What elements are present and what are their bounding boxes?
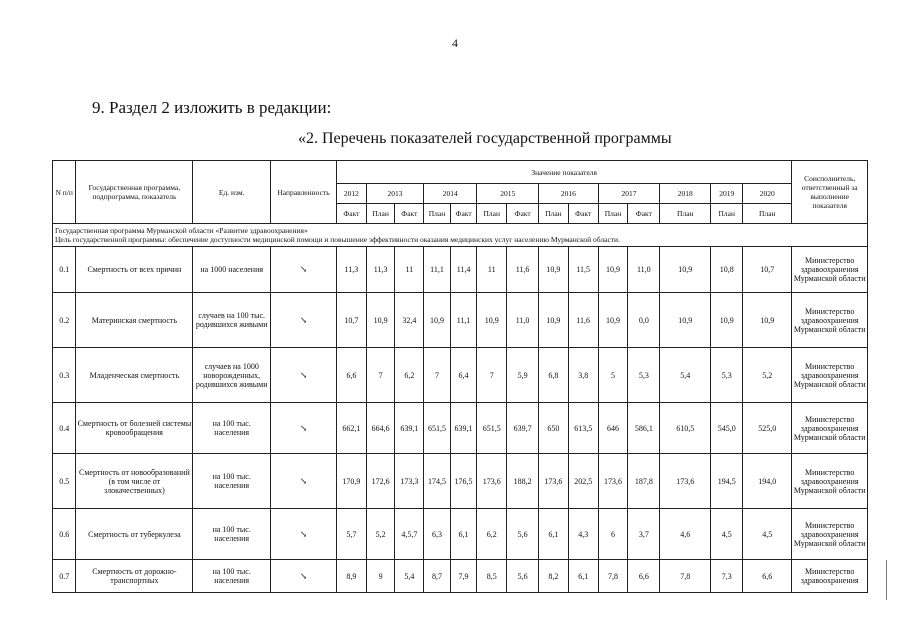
down-right-arrow-icon: ↘ bbox=[299, 422, 308, 433]
value-cell: 11,0 bbox=[628, 247, 660, 293]
value-cell: 10,7 bbox=[336, 293, 366, 348]
value-cell: 202,5 bbox=[568, 454, 598, 509]
value-cell: 5,3 bbox=[628, 348, 660, 403]
value-cell: 10,9 bbox=[366, 293, 395, 348]
table-row bbox=[53, 247, 868, 293]
table-heading: «2. Перечень показателей государственной программы bbox=[298, 130, 672, 147]
value-cell: 5,4 bbox=[660, 348, 711, 403]
value-cell: 646 bbox=[598, 403, 628, 454]
direction-cell bbox=[271, 403, 337, 454]
value-cell: 8,9 bbox=[336, 560, 366, 593]
header-direction: Направленность bbox=[271, 161, 337, 224]
value-cell: 4,6 bbox=[660, 509, 711, 560]
value-cell: 11,6 bbox=[507, 247, 539, 293]
value-cell: 545,0 bbox=[711, 403, 743, 454]
value-cell: 6,6 bbox=[743, 560, 792, 593]
coexecutor: Министерство здравоохранения bbox=[792, 560, 868, 593]
value-cell: 11,3 bbox=[366, 247, 395, 293]
value-cell: 10,9 bbox=[711, 293, 743, 348]
table-row bbox=[53, 348, 868, 403]
table-row bbox=[53, 454, 868, 509]
indicator-name: Смертность от новообразований (в том числе от злокачественных) bbox=[76, 454, 193, 509]
value-cell: 173,6 bbox=[598, 454, 628, 509]
down-right-arrow-icon: ↘ bbox=[299, 314, 308, 325]
header-subcol: Факт bbox=[336, 204, 366, 224]
value-cell: 173,3 bbox=[395, 454, 424, 509]
value-cell: 188,2 bbox=[507, 454, 539, 509]
unit: случаев на 1000 новорожденных, родившихся живыми bbox=[193, 348, 271, 403]
down-right-arrow-icon: ↘ bbox=[299, 369, 308, 380]
value-cell: 10,8 bbox=[711, 247, 743, 293]
indicator-name: Материнская смертность bbox=[76, 293, 193, 348]
unit: на 100 тыс. населения bbox=[193, 509, 271, 560]
value-cell: 6,1 bbox=[568, 560, 598, 593]
value-cell: 6,6 bbox=[628, 560, 660, 593]
table-row bbox=[53, 293, 868, 348]
value-cell: 586,1 bbox=[628, 403, 660, 454]
header-subcol: План bbox=[424, 204, 451, 224]
header-year: 2017 bbox=[598, 184, 660, 204]
indicator-name: Младенческая смертность bbox=[76, 348, 193, 403]
value-cell: 11,1 bbox=[424, 247, 451, 293]
value-cell: 10,9 bbox=[743, 293, 792, 348]
header-value-group: Значение показателя bbox=[336, 161, 791, 184]
row-number: 0.5 bbox=[53, 454, 76, 509]
header-year: 2014 bbox=[424, 184, 477, 204]
indicators-table bbox=[52, 160, 868, 593]
value-cell: 651,5 bbox=[424, 403, 451, 454]
header-subcol: План bbox=[660, 204, 711, 224]
row-number: 0.6 bbox=[53, 509, 76, 560]
value-cell: 11,1 bbox=[450, 293, 477, 348]
value-cell: 6,4 bbox=[450, 348, 477, 403]
value-cell: 32,4 bbox=[395, 293, 424, 348]
value-cell: 11 bbox=[395, 247, 424, 293]
value-cell: 172,6 bbox=[366, 454, 395, 509]
value-cell: 7 bbox=[424, 348, 451, 403]
down-right-arrow-icon: ↘ bbox=[299, 264, 308, 274]
value-cell: 6 bbox=[598, 509, 628, 560]
value-cell: 6,1 bbox=[539, 509, 569, 560]
value-cell: 0,0 bbox=[628, 293, 660, 348]
header-year: 2015 bbox=[477, 184, 539, 204]
table-row bbox=[53, 509, 868, 560]
unit: на 1000 населения bbox=[193, 247, 271, 293]
value-cell: 173,6 bbox=[660, 454, 711, 509]
header-subcol: План bbox=[366, 204, 395, 224]
direction-cell bbox=[271, 348, 337, 403]
row-number: 0.1 bbox=[53, 247, 76, 293]
direction-cell bbox=[271, 293, 337, 348]
value-cell: 10,9 bbox=[539, 293, 569, 348]
value-cell: 5,2 bbox=[366, 509, 395, 560]
row-number: 0.3 bbox=[53, 348, 76, 403]
value-cell: 650 bbox=[539, 403, 569, 454]
value-cell: 3,7 bbox=[628, 509, 660, 560]
coexecutor: Министерство здравоохранения Мурманской области bbox=[792, 247, 868, 293]
header-year: 2016 bbox=[539, 184, 599, 204]
value-cell: 11,5 bbox=[568, 247, 598, 293]
value-cell: 11,3 bbox=[336, 247, 366, 293]
value-cell: 7,8 bbox=[660, 560, 711, 593]
unit: случаев на 100 тыс. родившихся живыми bbox=[193, 293, 271, 348]
value-cell: 8,2 bbox=[539, 560, 569, 593]
direction-cell bbox=[271, 560, 337, 593]
header-subcol: План bbox=[477, 204, 507, 224]
value-cell: 10,9 bbox=[660, 247, 711, 293]
value-cell: 10,9 bbox=[660, 293, 711, 348]
row-number: 0.4 bbox=[53, 403, 76, 454]
value-cell: 173,6 bbox=[477, 454, 507, 509]
unit: на 100 тыс. населения bbox=[193, 454, 271, 509]
header-unit: Ед. изм. bbox=[193, 161, 271, 224]
value-cell: 5,7 bbox=[336, 509, 366, 560]
value-cell: 6,1 bbox=[450, 509, 477, 560]
header-subcol: План bbox=[711, 204, 743, 224]
header-subcol: План bbox=[598, 204, 628, 224]
unit: на 100 тыс. населения bbox=[193, 560, 271, 593]
value-cell: 7,9 bbox=[450, 560, 477, 593]
value-cell: 11,0 bbox=[507, 293, 539, 348]
value-cell: 7 bbox=[366, 348, 395, 403]
direction-cell bbox=[271, 509, 337, 560]
header-year: 2018 bbox=[660, 184, 711, 204]
header-year: 2020 bbox=[743, 184, 792, 204]
value-cell: 10,9 bbox=[598, 247, 628, 293]
value-cell: 6,8 bbox=[539, 348, 569, 403]
value-cell: 5 bbox=[598, 348, 628, 403]
value-cell: 3,8 bbox=[568, 348, 598, 403]
section-heading: 9. Раздел 2 изложить в редакции: bbox=[92, 98, 332, 117]
value-cell: 639,7 bbox=[507, 403, 539, 454]
value-cell: 7,8 bbox=[598, 560, 628, 593]
direction-cell bbox=[271, 454, 337, 509]
table-row bbox=[53, 560, 868, 593]
value-cell: 639,1 bbox=[450, 403, 477, 454]
scan-edge-mark bbox=[886, 560, 887, 600]
header-year: 2013 bbox=[366, 184, 423, 204]
header-subcol: Факт bbox=[507, 204, 539, 224]
indicator-name: Смертность от всех причин bbox=[76, 247, 193, 293]
down-right-arrow-icon: ↘ bbox=[299, 570, 308, 581]
value-cell: 613,5 bbox=[568, 403, 598, 454]
value-cell: 187,8 bbox=[628, 454, 660, 509]
header-subcol: Факт bbox=[450, 204, 477, 224]
value-cell: 6,3 bbox=[424, 509, 451, 560]
header-num: N п/п bbox=[53, 161, 76, 224]
coexecutor: Министерство здравоохранения Мурманской области bbox=[792, 293, 868, 348]
coexecutor: Министерство здравоохранения Мурманской области bbox=[792, 509, 868, 560]
coexecutor: Министерство здравоохранения Мурманской области bbox=[792, 454, 868, 509]
indicator-name: Смертность от дорожно-транспортных bbox=[76, 560, 193, 593]
value-cell: 7,3 bbox=[711, 560, 743, 593]
value-cell: 174,5 bbox=[424, 454, 451, 509]
down-right-arrow-icon: ↘ bbox=[299, 528, 308, 539]
program-title: Государственная программа Мурманской области «Развитие здравоохранения» bbox=[55, 226, 308, 235]
program-info-cell bbox=[53, 224, 868, 247]
value-cell: 610,5 bbox=[660, 403, 711, 454]
value-cell: 5,3 bbox=[711, 348, 743, 403]
value-cell: 173,6 bbox=[539, 454, 569, 509]
header-year: 2012 bbox=[336, 184, 366, 204]
value-cell: 662,1 bbox=[336, 403, 366, 454]
direction-cell bbox=[271, 247, 337, 293]
unit: на 100 тыс. населения bbox=[193, 403, 271, 454]
value-cell: 10,9 bbox=[424, 293, 451, 348]
value-cell: 10,7 bbox=[743, 247, 792, 293]
value-cell: 4,3 bbox=[568, 509, 598, 560]
header-subcol: Факт bbox=[395, 204, 424, 224]
value-cell: 10,9 bbox=[598, 293, 628, 348]
header-subcol: План bbox=[743, 204, 792, 224]
value-cell: 194,5 bbox=[711, 454, 743, 509]
value-cell: 4,5,7 bbox=[395, 509, 424, 560]
header-coexecutor: Соисполнитель, ответственный за выполнение показателя bbox=[792, 161, 868, 224]
header-program: Государственная программа, подпрограмма, показатель bbox=[76, 161, 193, 224]
value-cell: 11 bbox=[477, 247, 507, 293]
coexecutor: Министерство здравоохранения Мурманской области bbox=[792, 403, 868, 454]
value-cell: 6,2 bbox=[395, 348, 424, 403]
value-cell: 5,6 bbox=[507, 560, 539, 593]
header-subcol: Факт bbox=[628, 204, 660, 224]
value-cell: 525,0 bbox=[743, 403, 792, 454]
value-cell: 6,2 bbox=[477, 509, 507, 560]
value-cell: 639,1 bbox=[395, 403, 424, 454]
value-cell: 651,5 bbox=[477, 403, 507, 454]
header-year: 2019 bbox=[711, 184, 743, 204]
value-cell: 8,5 bbox=[477, 560, 507, 593]
coexecutor: Министерство здравоохранения Мурманской области bbox=[792, 348, 868, 403]
page-number: 4 bbox=[452, 36, 458, 50]
value-cell: 8,7 bbox=[424, 560, 451, 593]
value-cell: 5,2 bbox=[743, 348, 792, 403]
indicator-name: Смертность от туберкулеза bbox=[76, 509, 193, 560]
value-cell: 194,0 bbox=[743, 454, 792, 509]
value-cell: 10,9 bbox=[477, 293, 507, 348]
table-row bbox=[53, 403, 868, 454]
row-number: 0.7 bbox=[53, 560, 76, 593]
value-cell: 176,5 bbox=[450, 454, 477, 509]
header-subcol: План bbox=[539, 204, 569, 224]
row-number: 0.2 bbox=[53, 293, 76, 348]
header-subcol: Факт bbox=[568, 204, 598, 224]
indicator-name: Смертность от болезней системы кровообращения bbox=[76, 403, 193, 454]
value-cell: 7 bbox=[477, 348, 507, 403]
program-goal: Цель государственной программы: обеспечение доступности медицинской помощи и повышение эффективности оказания медицинских услуг населению Мурманской области. bbox=[55, 235, 620, 244]
value-cell: 6,6 bbox=[336, 348, 366, 403]
value-cell: 170,9 bbox=[336, 454, 366, 509]
down-right-arrow-icon: ↘ bbox=[299, 475, 308, 486]
value-cell: 11,4 bbox=[450, 247, 477, 293]
value-cell: 5,4 bbox=[395, 560, 424, 593]
value-cell: 10,9 bbox=[539, 247, 569, 293]
value-cell: 664,6 bbox=[366, 403, 395, 454]
value-cell: 5,9 bbox=[507, 348, 539, 403]
value-cell: 4,5 bbox=[743, 509, 792, 560]
value-cell: 4,5 bbox=[711, 509, 743, 560]
value-cell: 9 bbox=[366, 560, 395, 593]
value-cell: 11,6 bbox=[568, 293, 598, 348]
value-cell: 5,6 bbox=[507, 509, 539, 560]
